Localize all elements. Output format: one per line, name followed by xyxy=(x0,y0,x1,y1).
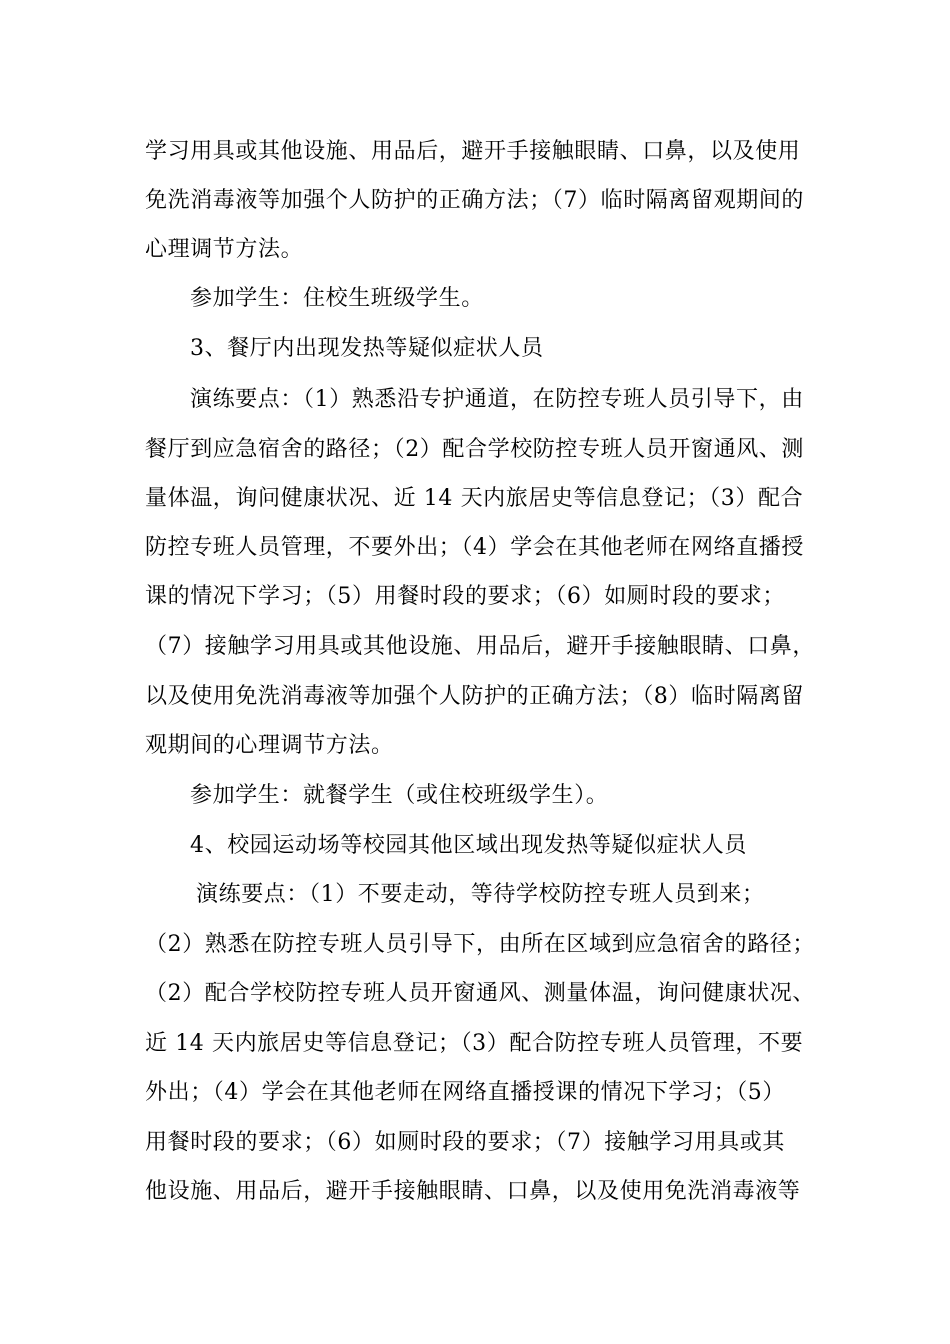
text-line: 他设施、用品后，避开手接触眼睛、口鼻，以及使用免洗消毒液等 xyxy=(145,1179,801,1204)
text-line: 免洗消毒液等加强个人防护的正确方法；（7）临时隔离留观期间的 xyxy=(145,188,804,213)
text-line: 用餐时段的要求；（6）如厕时段的要求；（7）接触学习用具或其 xyxy=(145,1130,785,1155)
text-line: 近 14 天内旅居史等信息登记；（3）配合防控专班人员管理，不要 xyxy=(145,1031,804,1056)
section-heading: 3、餐厅内出现发热等疑似症状人员 xyxy=(190,336,544,361)
text-line: 外出；（4）学会在其他老师在网络直播授课的情况下学习；（5） xyxy=(145,1080,785,1105)
text-line: 参加学生：住校生班级学生。 xyxy=(190,286,484,311)
text-line: 演练要点：（1）熟悉沿专护通道，在防控专班人员引导下，由 xyxy=(190,387,804,412)
text-line: 参加学生：就餐学生（或住校班级学生）。 xyxy=(190,783,609,808)
text-line: 量体温，询问健康状况、近 14 天内旅居史等信息登记；（3）配合 xyxy=(145,486,804,511)
text-line: 观期间的心理调节方法。 xyxy=(145,733,394,758)
text-line: （2）熟悉在防控专班人员引导下，由所在区域到应急宿舍的路径； xyxy=(145,932,815,957)
text-line: 防控专班人员管理，不要外出；（4）学会在其他老师在网络直播授 xyxy=(145,535,804,560)
text-line: （2）配合学校防控专班人员开窗通风、测量体温，询问健康状况、 xyxy=(145,981,815,1006)
text-line: 以及使用免洗消毒液等加强个人防护的正确方法；（8）临时隔离留 xyxy=(145,684,804,709)
text-line: 心理调节方法。 xyxy=(145,237,304,262)
text-line: （7）接触学习用具或其他设施、用品后，避开手接触眼睛、口鼻， xyxy=(145,634,815,659)
text-line: 学习用具或其他设施、用品后，避开手接触眼睛、口鼻，以及使用 xyxy=(145,139,801,164)
text-line: 演练要点：（1）不要走动，等待学校防控专班人员到来； xyxy=(196,882,765,907)
section-heading: 4、校园运动场等校园其他区域出现发热等疑似症状人员 xyxy=(190,833,747,858)
text-line: 餐厅到应急宿舍的路径；（2）配合学校防控专班人员开窗通风、测 xyxy=(145,437,804,462)
text-line: 课的情况下学习；（5）用餐时段的要求；（6）如厕时段的要求； xyxy=(145,584,785,609)
